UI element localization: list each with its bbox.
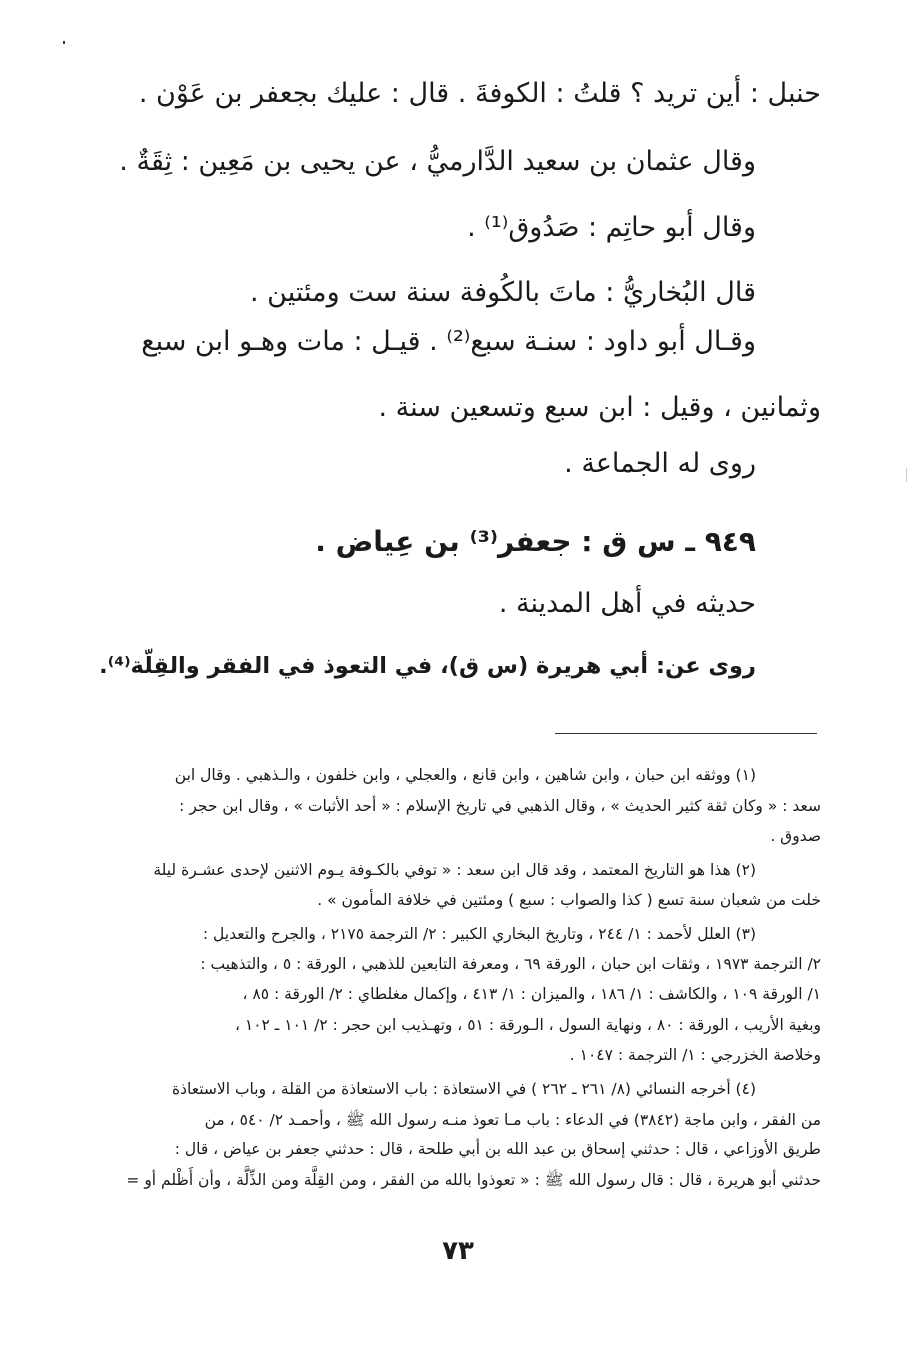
footnote-1-line-1: (١) ووثقه ابن حبان ، وابن شاهين ، وابن قانع ، والعجلي ، وابن خلفون ، والـذهبي . وقال ابن: [174, 766, 756, 784]
footnote-2-line-1: (٢) هذا هو التاريخ المعتمد ، وقد قال ابن سعد : « توفي بالكـوفة يـوم الاثنين لإحدى عشـرة ليلة: [153, 861, 756, 879]
main-text-line-1: حنبل : أين تريد ؟ قلتُ : الكوفةَ . قال : عليك بجعفر بن عَوْن .: [138, 78, 821, 109]
footnote-3-line-4: وبغية الأريب ، الورقة : ٨٠ ، ونهاية السول ، الـورقة : ٥١ ، وتهـذيب ابن حجر : ٢/ ١٠١ ـ ١٠٢ ،: [234, 1016, 821, 1034]
page-number: ٧٣: [442, 1236, 474, 1266]
main-text-line-6: وثمانين ، وقيل : ابن سبع وتسعين سنة .: [378, 392, 821, 423]
footnote-3-line-1: (٣) العلل لأحمد : ١/ ٢٤٤ ، وتاريخ البخاري الكبير : ٢/ الترجمة ٢١٧٥ ، والجرح والتعديل :: [202, 925, 756, 943]
footnote-3-line-3: ١/ الورقة ١٠٩ ، والكاشف : ١/ ١٨٦ ، والميزان : ١/ ٤١٣ ، وإكمال مغلطاي : ٢/ الورقة : ٨٥ ،: [242, 985, 821, 1003]
footnote-1-line-2: سعد : « وكان ثقة كثير الحديث » ، وقال الذهبي في تاريخ الإسلام : « أحد الأثبات » ، وقال ابن حجر :: [179, 797, 821, 815]
scan-speck: [63, 41, 65, 44]
main-text-line-5: وقـال أبو داود : سنـة سبع⁽²⁾ . قيـل : مات وهـو ابن سبع: [141, 326, 756, 357]
footnote-3-line-5: وخلاصة الخزرجي : ١/ الترجمة : ١٠٤٧ .: [569, 1046, 821, 1064]
main-text-line-4: قال البُخاريُّ : ماتَ بالكُوفة سنة ست ومئتين .: [250, 277, 756, 308]
footnote-4-line-4: حدثني أبو هريرة ، قال : قال رسول الله ﷺ : « تعوذوا بالله من الفقر ، ومن القِلَّة ومن الذِّلَّة ، وأن أَظْلم أو =: [126, 1171, 821, 1189]
footnote-4-line-2: من الفقر ، وابن ماجة (٣٨٤٢) في الدعاء : باب مـا تعوذ منـه رسول الله ﷺ ، وأحمـد ٢/ ٥٤٠ ، من: [204, 1111, 821, 1129]
footnote-2-line-2: خلت من شعبان سنة تسع ( كذا والصواب : سبع ) ومئتين في خلافة المأمون » .: [317, 891, 821, 909]
main-text-line-7: روى له الجماعة .: [564, 448, 756, 479]
footnote-1-line-3: صدوق .: [770, 827, 821, 845]
footnote-separator: [555, 733, 817, 734]
footnote-3-line-2: ٢/ الترجمة ١٩٧٣ ، وثقات ابن حبان ، الورقة ٦٩ ، ومعرفة التابعين للذهبي ، الورقة : ٥ ، والتذهيب :: [200, 955, 821, 973]
entry-heading: ٩٤٩ ـ س ق : جعفر⁽³⁾ بن عِياض .: [315, 525, 756, 558]
main-text-line-2: وقال عثمان بن سعيد الدَّارميُّ ، عن يحيى بن مَعِين : ثِقَةٌ .: [119, 146, 756, 177]
scan-edge-mark: [906, 468, 907, 482]
footnote-4-line-3: طريق الأوزاعي ، قال : حدثني إسحاق بن عبد الله بن أبي طلحة ، قال : حدثني جعفر بن عياض ، قال :: [174, 1140, 821, 1158]
footnote-4-line-1: (٤) أخرجه النسائي (٨/ ٢٦١ ـ ٢٦٢ ) في الاستعاذة : باب الاستعاذة من القلة ، وباب الاستعاذة: [171, 1080, 756, 1098]
main-text-line-3: وقال أبو حاتِم : صَدُوق⁽¹⁾ .: [467, 212, 756, 243]
entry-text-line-2: روى عن: أبي هريرة (س ق)، في التعوذ في الفقر والقِلّة⁽⁴⁾.: [99, 653, 756, 679]
entry-text-line-1: حديثه في أهل المدينة .: [498, 588, 756, 619]
